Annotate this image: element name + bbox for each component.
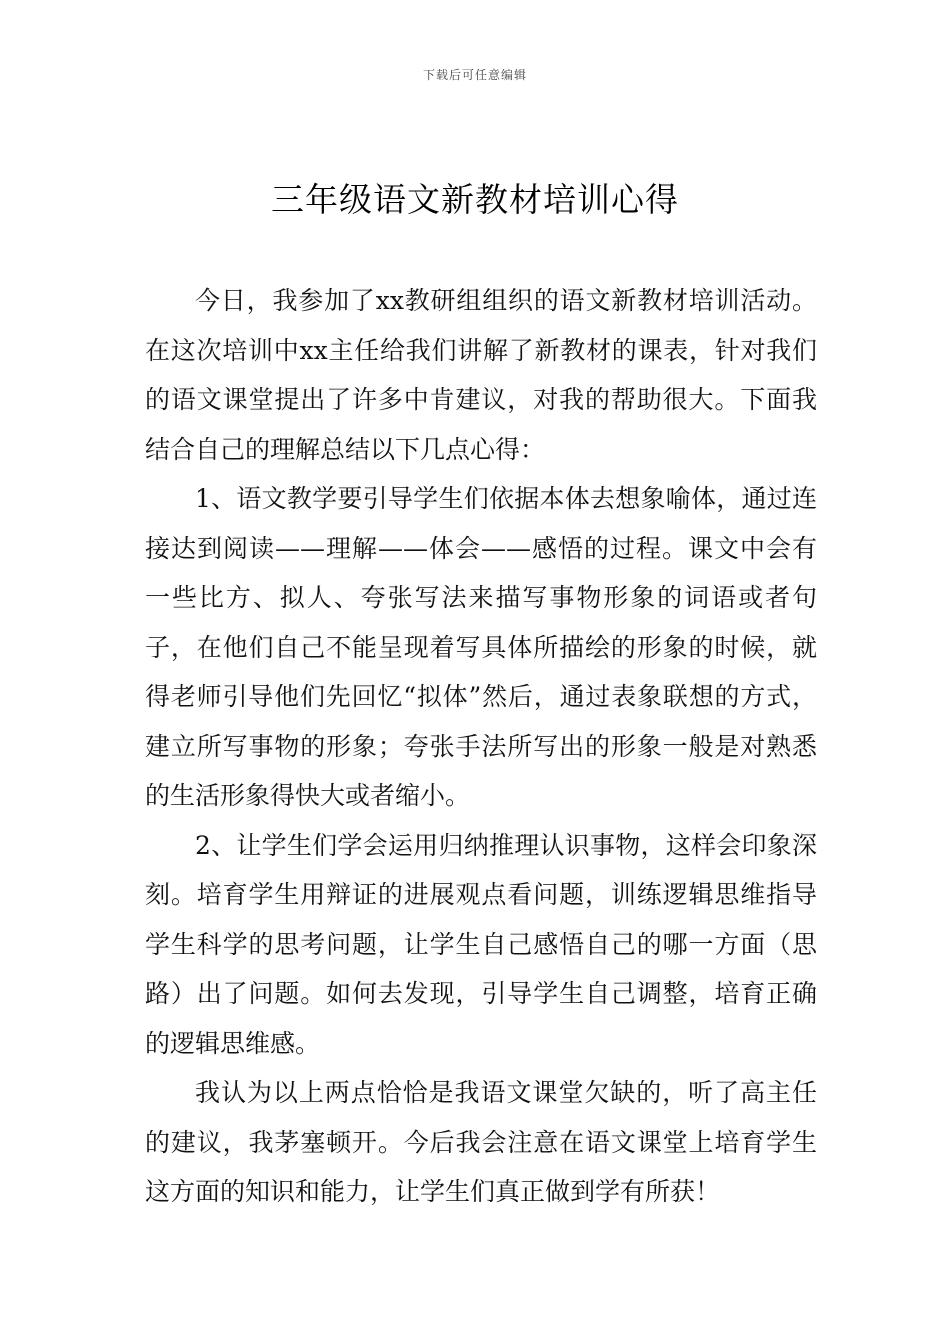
paragraph-point-1: 1、语文教学要引导学生们依据本体去想象喻体，通过连接达到阅读——理解——体会——感悟的过程。课文中会有一些比方、拟人、夸张写法来描写事物形象的词语或者句子，在他们自己不能呈现着写具体所描绘的形象的时候，就得老师引导他们先回忆“拟体”然后，通过表象联想的方式，建立所写事物的形象；夸张手法所写出的形象一般是对熟悉的生活形象得快大或者缩小。 [145, 484, 817, 810]
header-note: 下载后可任意编辑 [422, 68, 527, 82]
paragraph-intro: 今日，我参加了xx教研组组织的语文新教材培训活动。在这次培训中xx主任给我们讲解了新教材的课表，针对我们的语文课堂提出了许多中肯建议，对我的帮助很大。下面我结合自己的理解总结以下几点心得： [145, 286, 817, 464]
paragraph-point-2: 2、让学生们学会运用归纳推理认识事物，这样会印象深刻。培育学生用辩证的进展观点看问题，训练逻辑思维指导学生科学的思考问题，让学生自己感悟自己的哪一方面（思路）出了问题。如何去发现，引导学生自己调整，培育正确的逻辑思维感。 [145, 830, 817, 1058]
document-title: 三年级语文新教材培训心得 [271, 180, 679, 219]
paragraph-conclusion: 我认为以上两点恰恰是我语文课堂欠缺的，听了高主任的建议，我茅塞顿开。今后我会注意在语文课堂上培育学生这方面的知识和能力，让学生们真正做到学有所获！ [145, 1078, 817, 1206]
document-body [145, 276, 817, 1217]
